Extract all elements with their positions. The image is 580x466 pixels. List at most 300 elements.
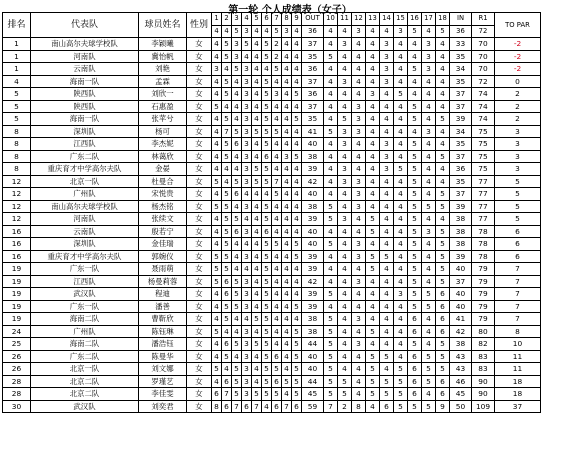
hole-score-cell: 6 [272,350,282,363]
gender-cell: 女 [187,88,212,101]
table-row [3,163,541,176]
hole-score-cell: 4 [292,125,302,138]
rank-cell: 12 [3,188,31,201]
hole-par: 4 [366,25,380,38]
hole-score-cell: 4 [212,38,222,51]
player-cell: 李佳雯 [139,388,187,401]
hole-score-cell: 7 [324,400,338,413]
hole-score-cell: 4 [272,213,282,226]
hole-score-cell: 6 [436,325,450,338]
hole-score-cell: 5 [292,325,302,338]
hole-score-cell: 4 [366,238,380,251]
in-cell: 37 [450,275,472,288]
r1-cell: 74 [472,88,495,101]
hole-score-cell: 3 [352,313,366,326]
hole-score-cell: 4 [252,75,262,88]
header-r1: R1 [472,13,495,26]
rank-cell: 8 [3,150,31,163]
hole-score-cell: 5 [262,100,272,113]
hole-score-cell: 4 [352,288,366,301]
hole-number: 15 [394,13,408,26]
hole-score-cell: 5 [222,38,232,51]
hole-score-cell: 4 [338,263,352,276]
r1-cell: 83 [472,363,495,376]
hole-number: 10 [324,13,338,26]
hole-score-cell: 4 [212,238,222,251]
hole-score-cell: 4 [366,100,380,113]
hole-score-cell: 4 [212,75,222,88]
hole-score-cell: 4 [272,275,282,288]
hole-score-cell: 4 [282,88,292,101]
hole-number: 8 [282,13,292,26]
rank-cell: 8 [3,125,31,138]
hole-score-cell: 4 [380,363,394,376]
hole-score-cell: 4 [212,225,222,238]
hole-score-cell: 5 [212,250,222,263]
hole-score-cell: 4 [352,150,366,163]
hole-score-cell: 4 [394,150,408,163]
in-cell: 35 [450,138,472,151]
hole-score-cell: 3 [352,100,366,113]
hole-score-cell: 4 [380,213,394,226]
hole-score-cell: 4 [352,63,366,76]
out-cell: 39 [302,300,324,313]
hole-score-cell: 4 [380,300,394,313]
hole-score-cell: 4 [422,263,436,276]
hole-score-cell: 4 [282,388,292,401]
in-cell: 37 [450,100,472,113]
hole-score-cell: 5 [272,63,282,76]
hole-score-cell: 4 [394,275,408,288]
table-row [3,125,541,138]
to-par-cell: 7 [495,300,541,313]
hole-score-cell: 5 [212,363,222,376]
out-cell: 40 [302,238,324,251]
to-par-cell: 2 [495,88,541,101]
hole-score-cell: 5 [272,125,282,138]
page-title: 第一轮 个人成绩表（女子） [228,5,352,16]
hole-score-cell: 4 [380,113,394,126]
hole-score-cell: 7 [222,388,232,401]
hole-score-cell: 5 [408,100,422,113]
hole-score-cell: 5 [262,138,272,151]
hole-score-cell: 3 [242,363,252,376]
hole-score-cell: 5 [222,50,232,63]
hole-score-cell: 4 [282,138,292,151]
hole-score-cell: 5 [292,113,302,126]
header-gender: 性别 [187,13,212,38]
table-row [3,225,541,238]
out-cell: 38 [302,325,324,338]
out-cell: 42 [302,175,324,188]
hole-score-cell: 4 [352,325,366,338]
hole-score-cell: 4 [232,263,242,276]
team-cell: 陕西队 [31,100,139,113]
player-cell: 郭婉仪 [139,250,187,263]
in-cell: 39 [450,200,472,213]
gender-cell: 女 [187,163,212,176]
hole-score-cell: 4 [422,238,436,251]
hole-score-cell: 3 [338,163,352,176]
hole-score-cell: 3 [380,63,394,76]
hole-score-cell: 5 [232,175,242,188]
hole-score-cell: 5 [422,200,436,213]
hole-score-cell: 4 [232,250,242,263]
hole-score-cell: 5 [292,388,302,401]
hole-score-cell: 3 [352,200,366,213]
table-row [3,75,541,88]
table-row [3,63,541,76]
hole-score-cell: 4 [292,163,302,176]
hole-score-cell: 5 [436,150,450,163]
hole-score-cell: 5 [262,363,272,376]
out-cell: 36 [302,63,324,76]
hole-score-cell: 4 [262,400,272,413]
hole-score-cell: 4 [380,325,394,338]
hole-score-cell: 5 [222,113,232,126]
hole-score-cell: 3 [422,38,436,51]
hole-score-cell: 3 [352,238,366,251]
hole-score-cell: 5 [292,363,302,376]
hole-score-cell: 5 [232,338,242,351]
rank-cell: 16 [3,238,31,251]
hole-number: 4 [242,13,252,26]
hole-score-cell: 4 [338,50,352,63]
player-cell: 陈钰琳 [139,325,187,338]
hole-score-cell: 4 [352,50,366,63]
team-cell: 广东二队 [31,350,139,363]
hole-score-cell: 2 [272,38,282,51]
rank-cell: 28 [3,388,31,401]
hole-score-cell: 5 [338,388,352,401]
team-cell: 北京一队 [31,363,139,376]
gender-cell: 女 [187,288,212,301]
team-cell: 河南队 [31,213,139,226]
hole-score-cell: 5 [380,375,394,388]
team-cell: 海南二队 [31,313,139,326]
hole-score-cell: 6 [436,375,450,388]
r1-cell: 75 [472,163,495,176]
in-cell: 40 [450,288,472,301]
hole-score-cell: 4 [272,288,282,301]
hole-score-cell: 4 [338,313,352,326]
hole-score-cell: 4 [292,288,302,301]
hole-score-cell: 2 [272,50,282,63]
hole-score-cell: 5 [212,325,222,338]
hole-score-cell: 5 [324,313,338,326]
hole-par: 4 [324,25,338,38]
hole-score-cell: 4 [252,200,262,213]
hole-score-cell: 4 [338,275,352,288]
hole-score-cell: 4 [252,88,262,101]
hole-score-cell: 4 [436,163,450,176]
hole-score-cell: 3 [352,175,366,188]
hole-score-cell: 5 [272,188,282,201]
hole-score-cell: 4 [352,163,366,176]
hole-score-cell: 4 [422,275,436,288]
hole-score-cell: 5 [262,213,272,226]
hole-score-cell: 5 [262,338,272,351]
hole-score-cell: 4 [282,225,292,238]
hole-score-cell: 4 [394,213,408,226]
hole-score-cell: 7 [272,175,282,188]
hole-score-cell: 4 [292,213,302,226]
hole-score-cell: 5 [408,163,422,176]
table-row [3,363,541,376]
team-cell: 云南队 [31,225,139,238]
to-par-cell: 2 [495,100,541,113]
rank-cell: 26 [3,363,31,376]
out-cell: 44 [302,375,324,388]
hole-score-cell: 4 [366,113,380,126]
table-row [3,138,541,151]
out-cell: 40 [302,138,324,151]
hole-score-cell: 3 [242,163,252,176]
hole-score-cell: 4 [366,138,380,151]
gender-cell: 女 [187,275,212,288]
hole-score-cell: 8 [212,400,222,413]
hole-score-cell: 5 [436,225,450,238]
hole-score-cell: 4 [422,150,436,163]
hole-score-cell: 6 [222,375,232,388]
hole-score-cell: 5 [262,275,272,288]
out-cell: 37 [302,38,324,51]
hole-score-cell: 4 [212,125,222,138]
hole-score-cell: 4 [232,313,242,326]
out-cell: 44 [302,338,324,351]
hole-score-cell: 5 [436,188,450,201]
hole-score-cell: 4 [252,288,262,301]
hole-score-cell: 5 [422,350,436,363]
hole-score-cell: 4 [394,300,408,313]
to-par-cell: 3 [495,138,541,151]
header-player: 球员姓名 [139,13,187,38]
hole-score-cell: 4 [212,188,222,201]
hole-score-cell: 7 [252,400,262,413]
rank-cell: 24 [3,325,31,338]
gender-cell: 女 [187,350,212,363]
hole-score-cell: 4 [380,263,394,276]
gender-cell: 女 [187,113,212,126]
hole-score-cell: 4 [338,100,352,113]
hole-score-cell: 4 [222,175,232,188]
hole-score-cell: 3 [352,113,366,126]
team-cell: 广东二队 [31,150,139,163]
hole-score-cell: 5 [338,113,352,126]
hole-number: 1 [212,13,222,26]
hole-score-cell: 4 [212,213,222,226]
team-cell: 重庆育才中学高尔夫队 [31,163,139,176]
r1-cell: 70 [472,38,495,51]
out-cell: 39 [302,288,324,301]
hole-score-cell: 5 [222,75,232,88]
hole-par: 4 [422,25,436,38]
hole-score-cell: 4 [292,75,302,88]
hole-score-cell: 5 [436,250,450,263]
hole-par: 4 [380,25,394,38]
table-row [3,313,541,326]
hole-score-cell: 4 [380,100,394,113]
table-row [3,325,541,338]
to-par-cell: 6 [495,225,541,238]
hole-score-cell: 4 [352,138,366,151]
hole-score-cell: 5 [252,313,262,326]
hole-score-cell: 6 [222,275,232,288]
hole-score-cell: 4 [252,263,262,276]
out-cell: 42 [302,275,324,288]
in-cell: 50 [450,400,472,413]
hole-score-cell: 4 [380,175,394,188]
out-cell: 59 [302,400,324,413]
out-cell: 36 [302,88,324,101]
hole-score-cell: 4 [232,75,242,88]
hole-score-cell: 4 [422,188,436,201]
hole-number: 14 [380,13,394,26]
hole-score-cell: 3 [352,250,366,263]
hole-score-cell: 4 [436,100,450,113]
to-par-cell: 5 [495,213,541,226]
rank-cell: 5 [3,100,31,113]
r1-cell: 82 [472,338,495,351]
to-par-cell: 18 [495,388,541,401]
player-cell: 潘善 [139,300,187,313]
hole-score-cell: 4 [272,113,282,126]
score-table [2,12,541,413]
hole-score-cell: 3 [352,338,366,351]
hole-score-cell: 4 [380,188,394,201]
rank-cell: 1 [3,63,31,76]
hole-score-cell: 4 [252,100,262,113]
hole-score-cell: 4 [422,250,436,263]
hole-score-cell: 3 [380,75,394,88]
hole-score-cell: 5 [232,63,242,76]
hole-score-cell: 4 [324,163,338,176]
hole-score-cell: 4 [252,38,262,51]
hole-score-cell: 4 [394,188,408,201]
header-to-par: TO PAR [495,13,541,38]
hole-score-cell: 4 [252,375,262,388]
hole-score-cell: 5 [436,363,450,376]
team-cell: 海南一队 [31,75,139,88]
hole-score-cell: 4 [436,213,450,226]
hole-score-cell: 5 [222,263,232,276]
hole-score-cell: 4 [212,50,222,63]
player-cell: 孟霖 [139,75,187,88]
player-cell: 宋悦贵 [139,188,187,201]
hole-score-cell: 4 [232,150,242,163]
hole-score-cell: 4 [338,188,352,201]
hole-score-cell: 4 [282,325,292,338]
team-cell: 深圳队 [31,125,139,138]
hole-score-cell: 6 [408,375,422,388]
rank-cell: 16 [3,225,31,238]
hole-score-cell: 5 [408,263,422,276]
r1-cell: 74 [472,100,495,113]
hole-score-cell: 4 [292,263,302,276]
hole-score-cell: 5 [262,175,272,188]
hole-score-cell: 5 [292,88,302,101]
player-cell: 金佳瑞 [139,238,187,251]
hole-score-cell: 4 [394,63,408,76]
player-cell: 冀怡帆 [139,50,187,63]
hole-score-cell: 4 [338,288,352,301]
hole-score-cell: 4 [252,63,262,76]
hole-score-cell: 4 [352,75,366,88]
rank-cell: 5 [3,113,31,126]
in-cell: 33 [450,38,472,51]
hole-score-cell: 7 [232,400,242,413]
hole-par: 4 [252,25,262,38]
player-cell: 殷若宁 [139,225,187,238]
team-cell: 北京二队 [31,375,139,388]
hole-score-cell: 4 [212,88,222,101]
to-par-cell: 0 [495,75,541,88]
hole-score-cell: 4 [436,63,450,76]
hole-score-cell: 6 [232,138,242,151]
hole-score-cell: 5 [408,175,422,188]
hole-score-cell: 4 [292,313,302,326]
hole-score-cell: 4 [252,250,262,263]
hole-par: 5 [408,25,422,38]
hole-score-cell: 4 [366,175,380,188]
hole-score-cell: 3 [422,225,436,238]
hole-score-cell: 5 [422,400,436,413]
hole-score-cell: 4 [324,188,338,201]
hole-score-cell: 5 [366,225,380,238]
hole-score-cell: 4 [272,338,282,351]
hole-score-cell: 5 [366,325,380,338]
hole-score-cell: 4 [324,100,338,113]
hole-number: 11 [338,13,352,26]
player-cell: 刘奕君 [139,400,187,413]
hole-score-cell: 2 [338,400,352,413]
hole-score-cell: 3 [338,138,352,151]
hole-score-cell: 4 [292,175,302,188]
hole-score-cell: 4 [232,88,242,101]
player-cell: 张苹兮 [139,113,187,126]
hole-score-cell: 3 [232,38,242,51]
hole-score-cell: 5 [394,375,408,388]
hole-score-cell: 5 [292,150,302,163]
hole-score-cell: 4 [436,138,450,151]
team-cell: 河南队 [31,50,139,63]
hole-score-cell: 5 [366,213,380,226]
team-cell: 海南一队 [31,113,139,126]
hole-score-cell: 4 [222,363,232,376]
hole-score-cell: 6 [408,313,422,326]
player-cell: 李颖曦 [139,38,187,51]
hole-score-cell: 5 [252,388,262,401]
hole-score-cell: 5 [366,375,380,388]
hole-score-cell: 4 [394,263,408,276]
to-par-cell: 7 [495,275,541,288]
hole-score-cell: 4 [394,38,408,51]
in-cell: 35 [450,75,472,88]
hole-score-cell: 3 [422,63,436,76]
hole-score-cell: 4 [366,338,380,351]
team-cell: 广东一队 [31,263,139,276]
hole-score-cell: 4 [232,163,242,176]
hole-score-cell: 4 [380,200,394,213]
hole-score-cell: 5 [394,363,408,376]
hole-score-cell: 4 [232,238,242,251]
hole-score-cell: 6 [222,288,232,301]
r1-cell: 78 [472,225,495,238]
hole-score-cell: 5 [324,50,338,63]
out-cell: 38 [302,313,324,326]
r1-cell: 83 [472,350,495,363]
hole-score-cell: 7 [222,125,232,138]
